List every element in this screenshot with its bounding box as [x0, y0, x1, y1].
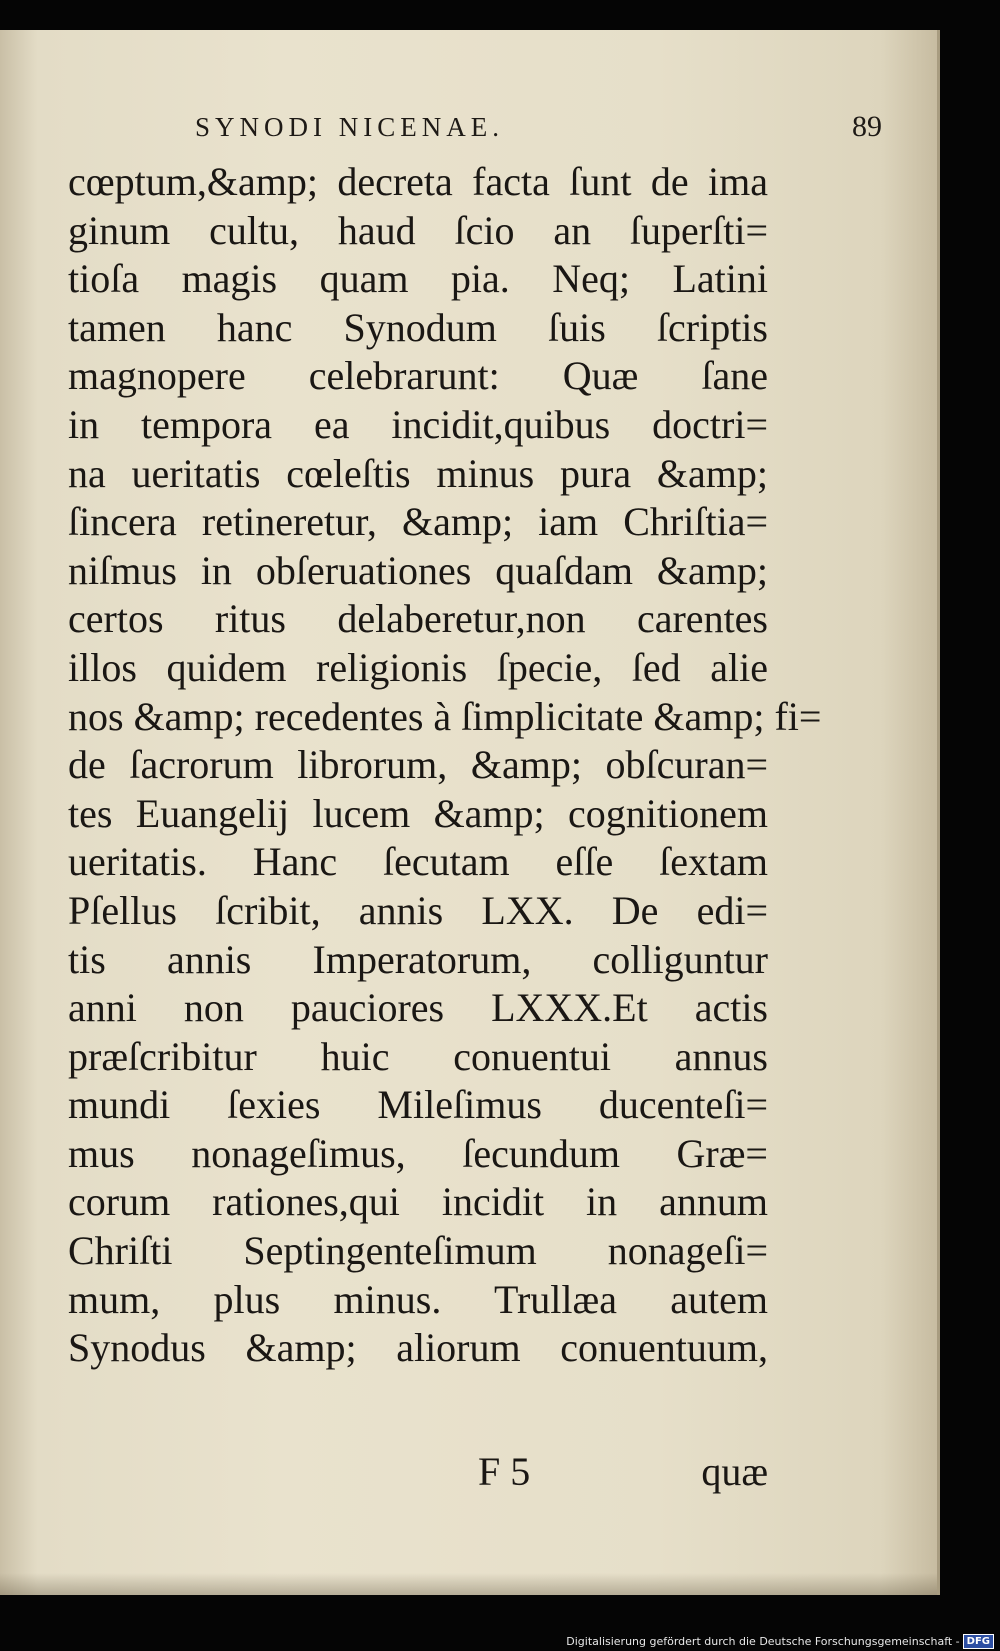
- running-head: SYNODI NICENAE.: [195, 112, 504, 142]
- book-page: [0, 30, 940, 1595]
- text-line: præſcribitur huic conuentui annus: [68, 1033, 768, 1079]
- catchword: quæ: [701, 1449, 768, 1494]
- text-line: ſincera retineretur, &amp; iam Chriſtia=: [68, 499, 768, 545]
- text-line: magnopere celebrarunt: Quæ ſane: [68, 353, 768, 399]
- text-line: niſmus in obſeruationes quaſdam &amp;: [68, 547, 768, 593]
- text-line: nos &amp; recedentes à ſimplicitate &amp; fi=: [68, 693, 822, 739]
- signature-mark: F 5: [478, 1449, 531, 1494]
- text-line: cœptum,&amp; decreta facta ſunt de ima: [68, 159, 768, 204]
- credit-text: Digitalisierung gefördert durch die Deutsche Forschungsgemeinschaft -: [566, 1635, 960, 1648]
- text-line: ginum cultu, haud ſcio an ſuperſti=: [68, 207, 768, 253]
- page-number: 89: [852, 110, 882, 143]
- text-line: illos quidem religionis ſpecie, ſed alie: [68, 644, 768, 690]
- text-line: tis annis Imperatorum, colliguntur: [68, 936, 768, 982]
- text-line: tes Euangelij lucem &amp; cognitionem: [68, 790, 768, 836]
- text-line: corum rationes,qui incidit in annum: [68, 1179, 768, 1225]
- dfg-logo-icon: DFG: [963, 1634, 994, 1649]
- text-line: Chriſti Septingenteſimum nonageſi=: [68, 1228, 768, 1274]
- text-line: Synodus &amp; aliorum conuentuum,: [68, 1325, 768, 1371]
- text-line: mundi ſexies Mileſimus ducenteſi=: [68, 1082, 768, 1128]
- text-line: in tempora ea incidit,quibus doctri=: [68, 401, 768, 447]
- text-line: mum, plus minus. Trullæa autem: [68, 1276, 768, 1322]
- text-line: tamen hanc Synodum ſuis ſcriptis: [68, 304, 768, 350]
- text-line: de ſacrorum librorum, &amp; obſcuran=: [68, 742, 768, 788]
- text-line: na ueritatis cœleſtis minus pura &amp;: [68, 450, 768, 496]
- text-line: tioſa magis quam pia. Neq; Latini: [68, 256, 768, 302]
- text-line: certos ritus delaberetur,non carentes: [68, 596, 768, 642]
- digitization-credit: [566, 1634, 994, 1649]
- text-line: Pſellus ſcribit, annis LXX. De edi=: [68, 887, 768, 933]
- body-text: [68, 158, 822, 1373]
- page-footer: [68, 1448, 768, 1498]
- text-line: ueritatis. Hanc ſecutam eſſe ſextam: [68, 839, 768, 885]
- text-line: anni non pauciores LXXX.Et actis: [68, 985, 768, 1031]
- text-line: mus nonageſimus, ſecundum Græ=: [68, 1130, 768, 1176]
